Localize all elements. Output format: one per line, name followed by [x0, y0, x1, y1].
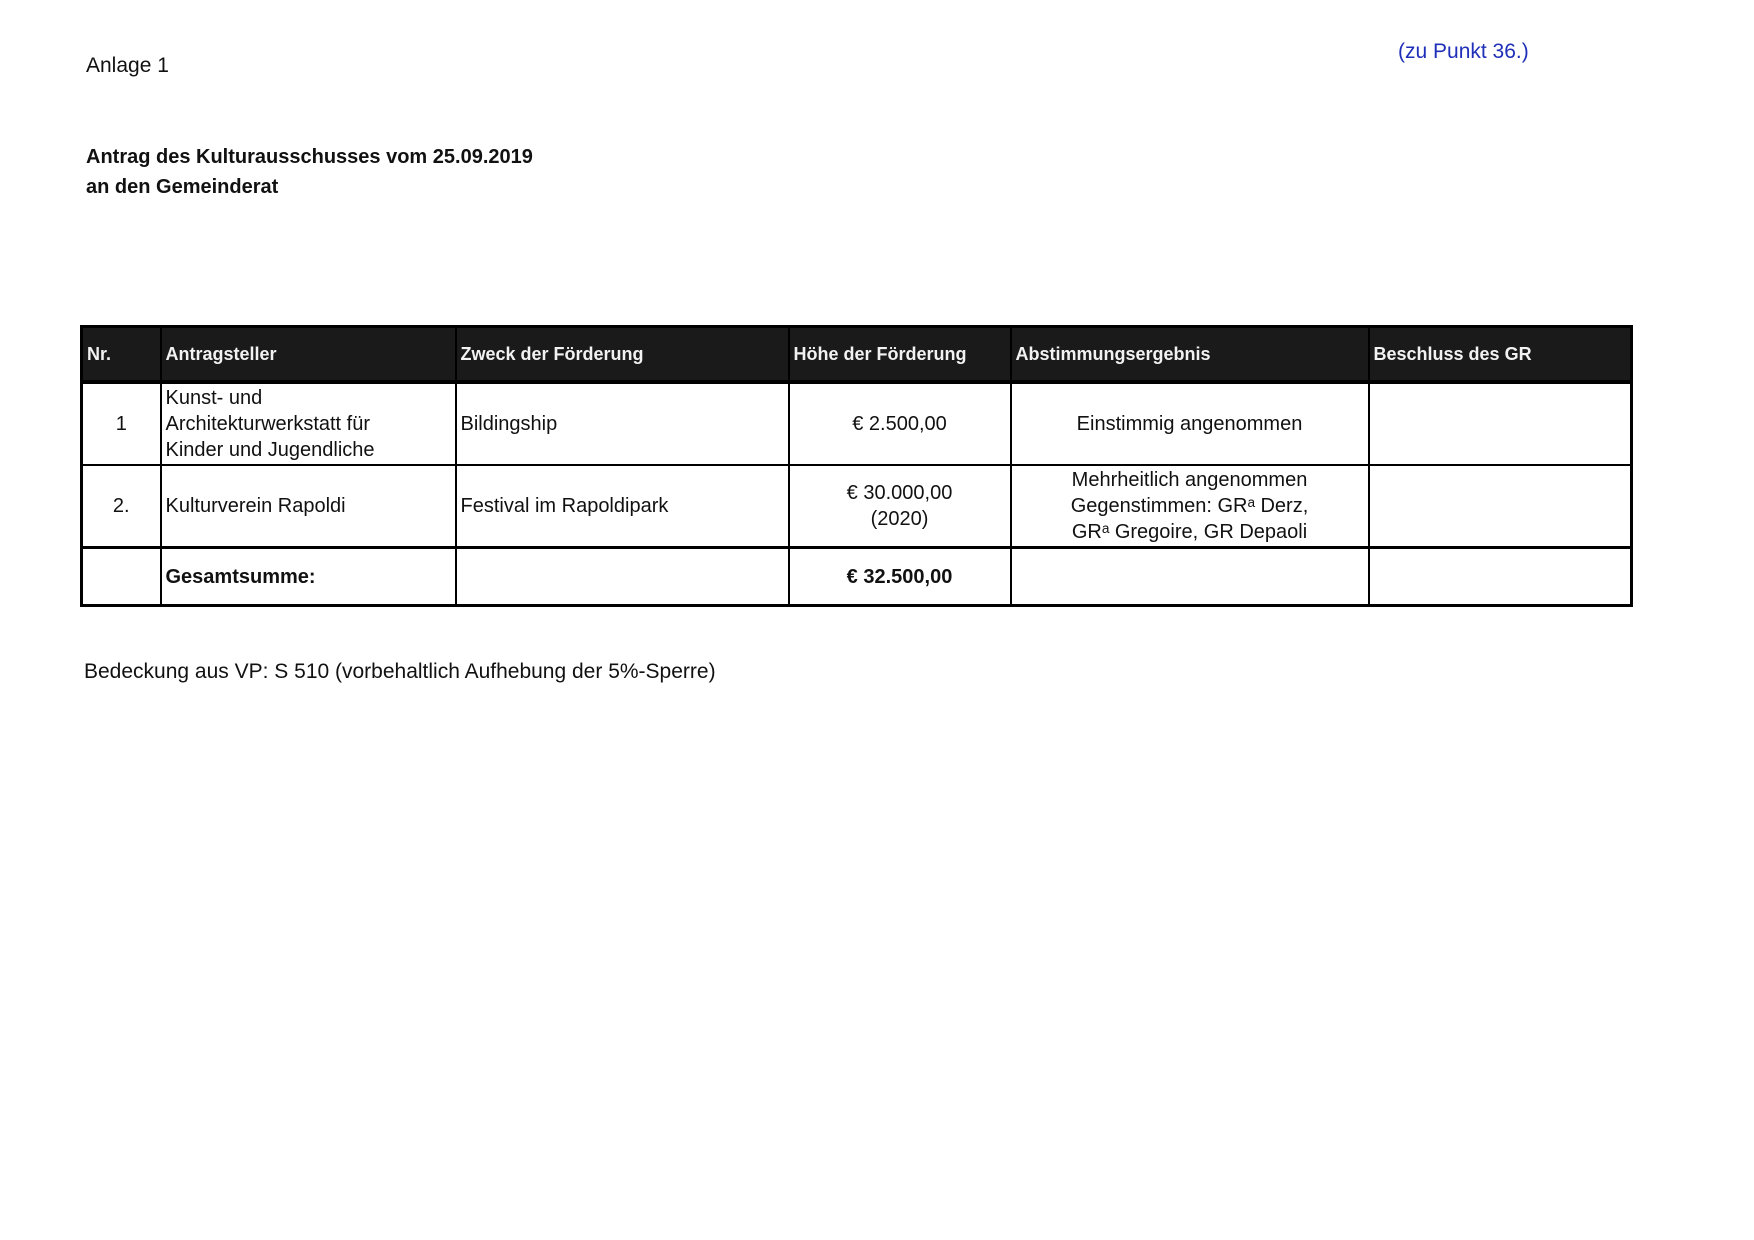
total-empty-cell	[1011, 548, 1369, 606]
subject-line-2: an den Gemeinderat	[86, 176, 279, 198]
row-purpose: Bildingship	[456, 382, 789, 465]
table-row	[82, 465, 1632, 548]
row-nr: 1	[82, 382, 161, 465]
row-purpose: Festival im Rapoldipark	[456, 465, 789, 548]
amount-line: € 30.000,00	[846, 482, 953, 504]
total-empty-cell	[456, 548, 789, 606]
row-applicant	[161, 382, 456, 465]
row-gr-decision	[1369, 382, 1632, 465]
amount-line: (2020)	[870, 508, 929, 530]
vote-line: Einstimmig angenommen	[1076, 413, 1303, 435]
header-nr: Nr.	[82, 327, 161, 383]
total-empty-cell	[1369, 548, 1632, 606]
table-header-row	[82, 327, 1632, 383]
coverage-note: Bedeckung aus VP: S 510 (vorbehaltlich Aufhebung der 5%-Sperre)	[84, 660, 716, 683]
row-amount	[789, 382, 1011, 465]
subject-heading	[86, 142, 533, 202]
header-applicant: Antragsteller	[161, 327, 456, 383]
total-label: Gesamtsumme:	[161, 548, 456, 606]
header-vote: Abstimmungsergebnis	[1011, 327, 1369, 383]
amount-line: € 2.500,00	[852, 413, 947, 435]
applicant-line: Kunst- und	[165, 387, 263, 409]
total-row	[82, 548, 1632, 606]
applicant-line: Kinder und Jugendliche	[165, 439, 375, 461]
vote-line: GRᵃ Gregoire, GR Depaoli	[1071, 521, 1308, 543]
applicant-line: Kulturverein Rapoldi	[165, 495, 346, 517]
row-amount	[789, 465, 1011, 548]
vote-line: Mehrheitlich angenommen	[1071, 469, 1308, 491]
attachment-label: Anlage 1	[86, 54, 169, 77]
row-vote	[1011, 465, 1369, 548]
row-vote	[1011, 382, 1369, 465]
header-gr-decision: Beschluss des GR	[1369, 327, 1632, 383]
applicant-line: Architekturwerkstatt für	[165, 413, 371, 435]
subject-line-1: Antrag des Kulturausschusses vom 25.09.2019	[86, 146, 533, 168]
vote-line: Gegenstimmen: GRᵃ Derz,	[1070, 495, 1309, 517]
header-amount: Höhe der Förderung	[789, 327, 1011, 383]
table-row	[82, 382, 1632, 465]
total-amount: € 32.500,00	[789, 548, 1011, 606]
funding-table	[80, 325, 1633, 607]
row-nr: 2.	[82, 465, 161, 548]
row-applicant	[161, 465, 456, 548]
total-empty-cell	[82, 548, 161, 606]
reference-note: (zu Punkt 36.)	[1398, 40, 1529, 63]
row-gr-decision	[1369, 465, 1632, 548]
header-purpose: Zweck der Förderung	[456, 327, 789, 383]
